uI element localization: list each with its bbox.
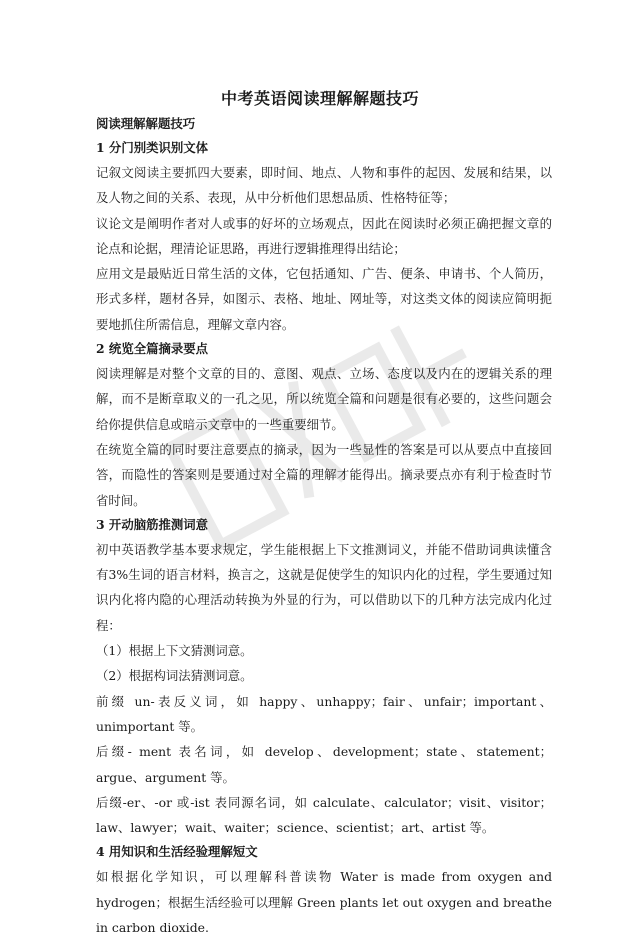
heading-1: 1 分门别类识别文体 bbox=[96, 140, 209, 155]
paragraph-inference: 初中英语教学基本要求规定，学生能根据上下文推测词义，并能不借助词典读懂含有3%生词的语言材料，换言之，这就是促使学生的知识内化的过程，学生要通过知识内化将内隐的心理活动转换为外显的行为，可以借助以下的几种方法完成内化过程： bbox=[96, 541, 552, 633]
heading-3: 3 开动脑筋推测词意 bbox=[96, 516, 209, 532]
paragraph-argumentative: 议论文是阐明作者对人或事的好坏的立场观点，因此在阅读时必须正确把握文章的论点和论据，理清论证思路，再进行逻辑推理得出结论； bbox=[96, 215, 552, 256]
list-item-context: （1）根据上下文猜测词意。 bbox=[96, 643, 253, 659]
document-title: 中考英语阅读理解解题技巧 bbox=[220, 89, 419, 108]
paragraph-knowledge: 如根据化学知识，可以理解科普读物 Water is made from oxygen and hydrogen；根据生活经验可以理解 Green plants let out oxygen and breathe in carbon dioxide. bbox=[96, 869, 552, 936]
paragraph-overview: 阅读理解是对整个文章的目的、意图、观点、立场、态度以及内在的逻辑关系的理解，而不是断章取义的一孔之见，所以统览全篇和问题是很有必要的，这些问题会给你提供信息或暗示文章中的一些重要细节。 bbox=[96, 366, 552, 432]
paragraph-suffix-ment: 后缀- ment 表名词，如 develop、development；state、statement；argue、argument 等。 bbox=[96, 744, 552, 785]
paragraph-prefix: 前缀 un-表反义词，如 happy、unhappy；fair、unfair；important、unimportant 等。 bbox=[96, 693, 552, 734]
paragraph-narrative: 记叙文阅读主要抓四大要素，即时间、地点、人物和事件的起因、发展和结果，以及人物之间的关系、表现，从中分析他们思想品质、性格特征等； bbox=[96, 165, 552, 206]
paragraph-excerpt: 在统览全篇的同时要注意要点的摘录，因为一些显性的答案是可以从要点中直接回答，而隐性的答案则是要通过对全篇的理解才能得出。摘录要点亦有利于检查时节省时间。 bbox=[96, 441, 552, 508]
heading-4: 4 用知识和生活经验理解短文 bbox=[96, 844, 258, 860]
paragraph-practical: 应用文是最贴近日常生活的文体，它包括通知、广告、便条、申请书、个人简历，形式多样，题材各异，如图示、表格、地址、网址等，对这类文体的阅读应简明扼要地抓住所需信息，理解文章内容。 bbox=[96, 266, 552, 332]
document-body bbox=[96, 112, 552, 940]
heading-2: 2 统览全篇摘录要点 bbox=[96, 341, 209, 357]
section-heading: 阅读理解解题技巧 bbox=[96, 116, 196, 131]
paragraph-suffix-er: 后缀-er、-or 或-ist 表同源名词，如 calculate、calculator；visit、visitor；law、lawyer；wait、waiter；science、scientist；art、artist 等。 bbox=[96, 794, 552, 836]
list-item-morphology: （2）根据构词法猜测词意。 bbox=[96, 668, 253, 684]
